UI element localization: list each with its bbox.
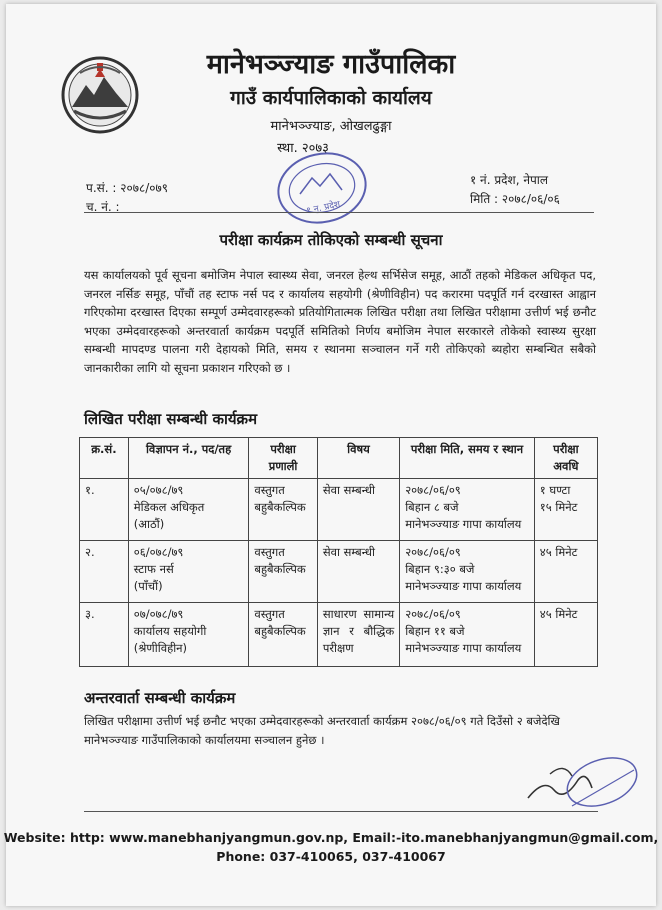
- exam-system-cell: [249, 479, 317, 541]
- exam-duration-cell: [534, 479, 597, 541]
- exam-time: बिहान ८ बजे: [405, 500, 459, 514]
- exam-datetime-cell: [400, 603, 535, 667]
- column-header: क्र.सं.: [80, 438, 129, 479]
- interview-text: लिखित परीक्षामा उत्तीर्ण भई छनौट भएका उम्मेदवारहरूको अन्तरवार्ता कार्यक्रम २०७८/०६/०९ गते दिउँसो २ बजेदेखि मानेभञ्ज्याङ गाउँपालिकाको कार्यालयमा सञ्चालन हुनेछ ।: [84, 714, 560, 747]
- exam-venue: मानेभञ्ज्याङ गापा कार्यालय: [405, 641, 522, 655]
- column-header: परीक्षा मिति, समय र स्थान: [400, 438, 535, 479]
- exam-date: २०७८/०६/०९: [405, 607, 461, 621]
- post-level: (श्रेणीविहीन): [133, 641, 188, 655]
- exam-system: वस्तुगत: [254, 545, 285, 559]
- exam-datetime-cell: [400, 541, 535, 603]
- serial-number: २.: [80, 541, 129, 603]
- exam-system: वस्तुगत: [254, 483, 285, 497]
- exam-system: बहुबैकल्पिक: [254, 624, 306, 638]
- exam-date: २०७८/०६/०९: [405, 483, 461, 497]
- exam-venue: मानेभञ्ज्याङ गापा कार्यालय: [405, 517, 522, 531]
- advertisement-number: ०७/०७८/७९: [133, 607, 184, 621]
- exam-system-cell: [249, 541, 317, 603]
- exam-system: बहुबैकल्पिक: [254, 562, 306, 576]
- signature-stamp-icon: [520, 748, 640, 818]
- exam-system: वस्तुगत: [254, 607, 285, 621]
- footer-website-email: Website: http: www.manebhanjyangmun.gov.np, Email:-ito.manebhanjyangmun@gmail.com,: [3, 830, 659, 845]
- written-exam-heading: लिखित परीक्षा सम्बन्धी कार्यक्रम: [84, 410, 258, 428]
- column-header: परीक्षा प्रणाली: [249, 438, 317, 479]
- table-row: [80, 541, 598, 603]
- exam-subject: सेवा सम्बन्धी: [317, 541, 399, 603]
- exam-subject: साधारण सामान्य ज्ञान र बौद्धिक परीक्षण: [317, 603, 399, 667]
- post-name: स्टाफ नर्स: [133, 562, 174, 576]
- notice-date: मिति : २०७८/०६/०६: [470, 192, 560, 206]
- exam-duration: १५ मिनेट: [539, 500, 578, 514]
- column-header: विज्ञापन नं., पद/तह: [128, 438, 249, 479]
- exam-duration-cell: [534, 603, 597, 667]
- serial-number: ३.: [80, 603, 129, 667]
- column-header: परीक्षा अवधि: [534, 438, 597, 479]
- footer-divider: [84, 811, 598, 812]
- municipality-title: मानेभञ्ज्याङ गाउँपालिका: [206, 49, 456, 80]
- column-header: विषय: [317, 438, 399, 479]
- interview-heading: अन्तरवार्ता सम्बन्धी कार्यक्रम: [84, 689, 236, 707]
- exam-time: बिहान ११ बजे: [405, 624, 465, 638]
- established-year: स्था. २०७३: [277, 141, 329, 156]
- post-cell: [128, 479, 249, 541]
- svg-text:१ न. प्रदेश: १ न. प्रदेश: [305, 199, 342, 217]
- exam-system-cell: [249, 603, 317, 667]
- office-address: मानेभञ्ज्याङ, ओखलढुङ्गा: [270, 119, 392, 134]
- table-row: [80, 479, 598, 541]
- exam-duration: ४५ मिनेट: [539, 545, 578, 559]
- exam-duration: ४५ मिनेट: [539, 607, 578, 621]
- office-subtitle: गाउँ कार्यपालिकाको कार्यालय: [230, 87, 432, 109]
- footer-phone: Phone: 037-410065, 037-410067: [216, 849, 446, 864]
- exam-system: बहुबैकल्पिक: [254, 500, 306, 514]
- exam-time: बिहान ९:३० बजे: [405, 562, 475, 576]
- post-cell: [128, 603, 249, 667]
- notice-body: यस कार्यालयको पूर्व सूचना बमोजिम नेपाल स्वास्थ्य सेवा, जनरल हेल्थ सर्भिसेज समूह, आठौं तहको मेडिकल अधिकृत पद, जनरल नर्सिङ समूह, पाँचौं तह स्टाफ नर्स पद र कार्यालय सहयोगी (श्रेणीविहीन) पद करारमा पदपूर्ति गर्न दरखास्त आह्वान गरिएकोमा दरखास्त दिएका सम्पूर्ण उम्मेदवारहरूको प्रतियोगितात्मक लिखित परीक्षा तथा लिखित परीक्षामा उत्तीर्ण भई छनौट भएका उम्मेदवारहरूको अन्तरवार्ता कार्यक्रम पदपूर्ति समितिको निर्णय बमोजिम नेपाल सरकारले तोकेको स्वास्थ्य सुरक्षा सम्बन्धी मापदण्ड पालना गरी देहायको मिति, समय र स्थानमा सञ्चालन गर्ने गरी तोकिएको ब्यहोरा सम्बन्धित सबैको जानकारीका लागि यो सूचना प्रकाशन गरिएको छ ।: [84, 268, 596, 375]
- footer-contact: [0, 828, 662, 866]
- exam-date: २०७८/०६/०९: [405, 545, 461, 559]
- serial-number: १.: [80, 479, 129, 541]
- post-name: कार्यालय सहयोगी: [133, 624, 207, 638]
- office-seal-stamp-icon: [272, 148, 372, 230]
- post-name: मेडिकल अधिकृत: [133, 500, 205, 514]
- exam-subject: सेवा सम्बन्धी: [317, 479, 399, 541]
- exam-schedule-table: [79, 437, 598, 667]
- exam-duration-cell: [534, 541, 597, 603]
- post-level: (आठौं): [133, 517, 165, 531]
- exam-venue: मानेभञ्ज्याङ गापा कार्यालय: [405, 579, 522, 593]
- dispatch-number: च. नं. :: [86, 200, 120, 214]
- table-header-row: [80, 438, 598, 479]
- province-label: १ नं. प्रदेश, नेपाल: [470, 173, 549, 187]
- table-row: [80, 603, 598, 667]
- exam-duration: १ घण्टा: [539, 483, 571, 497]
- exam-datetime-cell: [400, 479, 535, 541]
- post-cell: [128, 541, 249, 603]
- header-divider: [84, 212, 594, 213]
- post-level: (पाँचौं): [133, 579, 163, 593]
- advertisement-number: ०५/०७८/७९: [133, 483, 184, 497]
- reference-number: प.सं. : २०७८/०७९: [86, 181, 168, 195]
- advertisement-number: ०६/०७८/७९: [133, 545, 184, 559]
- notice-subject: परीक्षा कार्यक्रम तोकिएको सम्बन्धी सूचना: [219, 231, 443, 249]
- province-date-block: [470, 171, 560, 209]
